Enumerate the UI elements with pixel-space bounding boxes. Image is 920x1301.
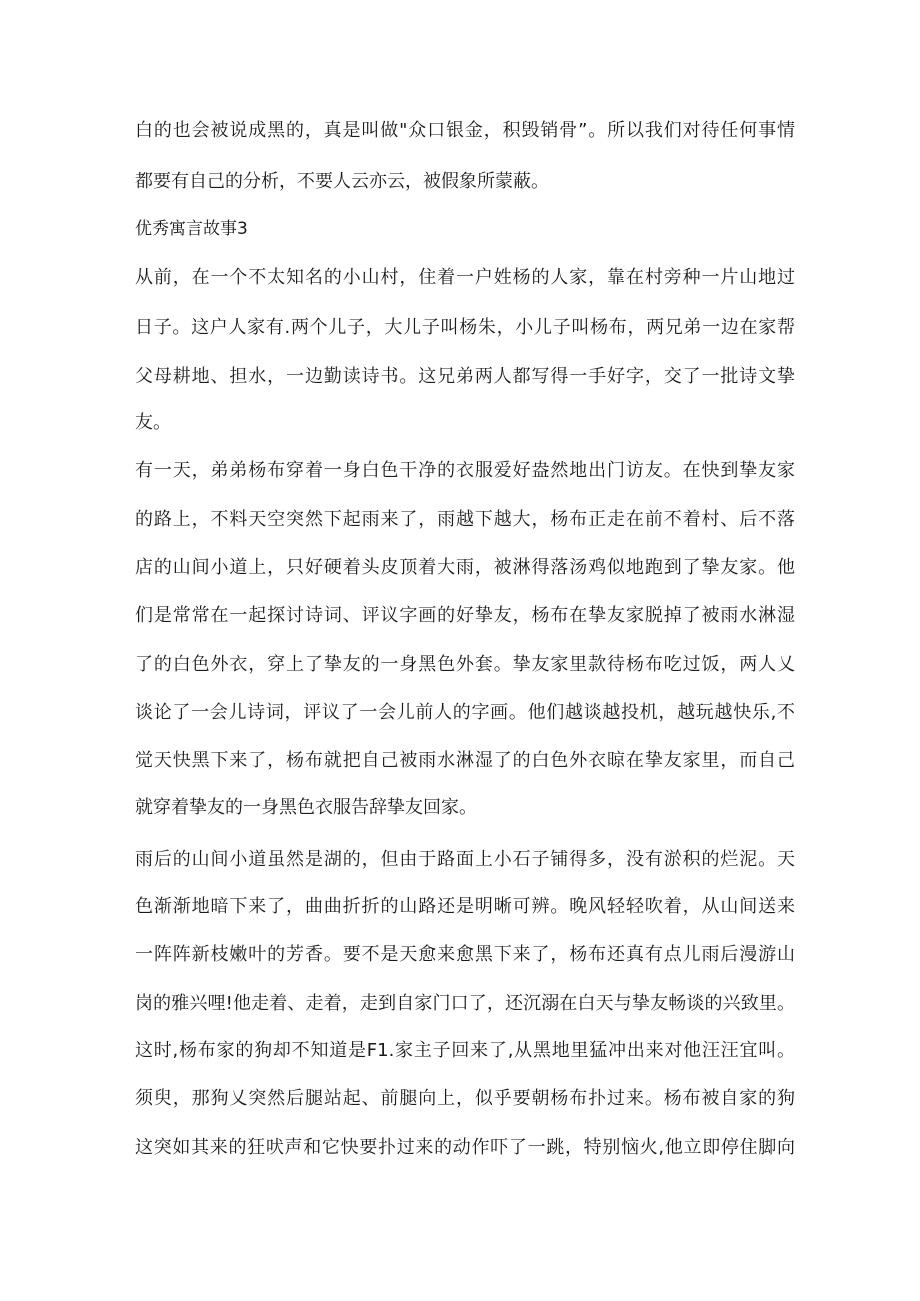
text-line: 谈论了一会儿诗词，评议了一会儿前人的字画。他们越谈越投机，越玩越快乐,不 (135, 702, 795, 723)
text-line: 白的也会被说成黑的，真是叫做"众口银金，积毁销骨”。所以我们对待任何事情 (135, 120, 795, 141)
text-line: 色渐渐地暗下来了，曲曲折折的山路还是明晰可辨。晚风轻轻吹着，从山间送来 (135, 896, 795, 917)
text-line: 一阵阵新枝嫩叶的芳香。要不是天愈来愈黑下来了，杨布还真有点儿雨后漫游山 (135, 944, 795, 965)
text-line: 日子。这户人家有.两个儿子，大儿子叫杨朱，小儿子叫杨布，两兄弟一边在家帮 (135, 317, 795, 338)
text-line: 雨后的山间小道虽然是湖的，但由于路面上小石子铺得多，没有淤积的烂泥。天 (135, 849, 795, 870)
text-line: 岗的雅兴哩!他走着、走着，走到自家门口了，还沉溺在白天与挚友畅谈的兴致里。 (135, 993, 795, 1014)
text-line: 有一天，弟弟杨布穿着一身白色干净的衣服爱好盎然地出门访友。在快到挚友家 (135, 460, 795, 481)
text-line: 店的山间小道上，只好硬着头皮顶着大雨，被淋得落汤鸡似地跑到了挚友家。他 (135, 557, 795, 578)
text-line: 觉天快黑下来了，杨布就把自己被雨水淋湿了的白色外衣晾在挚友家里，而自己 (135, 750, 795, 771)
text-line: 这突如其来的狂吠声和它快要扑过来的动作吓了一跳，特别恼火,他立即停住脚向 (135, 1137, 795, 1158)
text-line: 们是常常在一起探讨诗词、评议字画的好挚友，杨布在挚友家脱掉了被雨水淋湿 (135, 605, 795, 626)
section-heading: 优秀寓言故事3 (135, 219, 248, 239)
text-line: 友。 (135, 412, 171, 433)
text-line: 这时,杨布家的狗却不知道是F1.家主子回来了,从黑地里猛冲出来对他汪汪宜叫。 (135, 1040, 795, 1061)
text-line: 须臾，那狗乂突然后腿站起、前腿向上，似乎要朝杨布扑过来。杨布被自家的狗 (135, 1088, 795, 1109)
text-line: 就穿着挚友的一身黑色衣服告辞挚友回家。 (135, 797, 477, 818)
text-line: 父母耕地、担水，一边勤读诗书。这兄弟两人都写得一手好字，交了一批诗文挚 (135, 366, 795, 387)
text-line: 从前，在一个不太知名的小山村，住着一户姓杨的人家，靠在村旁种一片山地过 (135, 267, 795, 288)
text-line: 都要有自己的分析，不要人云亦云，被假象所蒙蔽。 (135, 171, 549, 192)
text-line: 的路上，不料天空突然下起雨来了，雨越下越大，杨布正走在前不着村、后不落 (135, 509, 795, 530)
text-line: 了的白色外衣，穿上了挚友的一身黑色外套。挚友家里款待杨布吃过饭，两人乂 (135, 654, 795, 675)
